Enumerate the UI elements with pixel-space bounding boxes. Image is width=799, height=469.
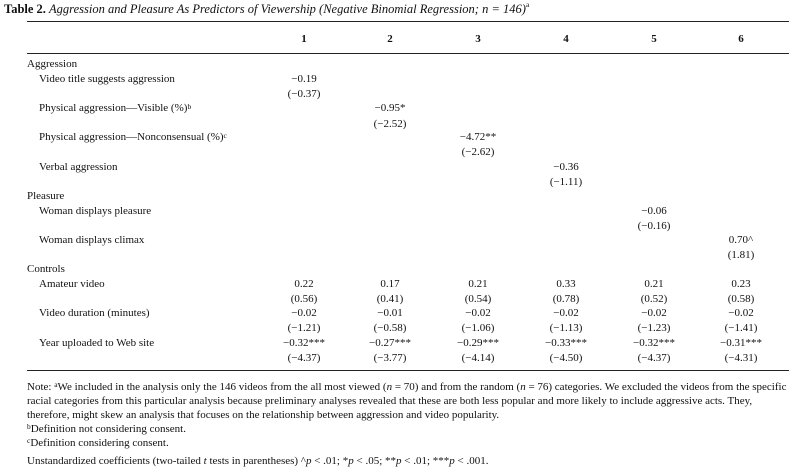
t-amateur-4: (0.78) (552, 293, 580, 305)
col-header-4: 4 (563, 33, 569, 45)
t-year-1: (−4.37) (287, 352, 321, 364)
t-year-6: (−4.31) (724, 352, 758, 364)
row-label-duration: Video duration (minutes) (39, 307, 150, 319)
t-amateur-1: (0.56) (290, 293, 318, 305)
t-year-3: (−4.14) (461, 352, 495, 364)
coef-verbal: −0.36 (553, 161, 579, 173)
coef-amateur-6: 0.23 (731, 278, 751, 290)
coef-duration-6: −0.02 (728, 307, 754, 319)
row-label-woman-pleasure: Woman displays pleasure (39, 205, 152, 217)
t-verbal: (−1.11) (549, 176, 583, 188)
t-year-4: (−4.50) (549, 352, 583, 364)
coef-amateur-3: 0.21 (468, 278, 488, 290)
coef-year-4: −0.33*** (545, 337, 587, 349)
t-duration-1: (−1.21) (287, 322, 321, 334)
t-title-aggression: (−0.37) (287, 88, 321, 100)
table-caption: Aggression and Pleasure As Predictors of Viewership (Negative Binomial Regression; (49, 2, 483, 16)
coef-duration-5: −0.02 (641, 307, 667, 319)
table-bottom-rule (27, 370, 789, 371)
coef-amateur-4: 0.33 (556, 278, 576, 290)
table-top-rule (27, 21, 789, 22)
table-notes (27, 380, 787, 468)
coef-year-3: −0.29*** (457, 337, 499, 349)
row-label-woman-climax: Woman displays climax (39, 234, 145, 246)
coef-phys-visible: −0.95* (374, 102, 406, 114)
t-woman-pleasure: (−0.16) (637, 220, 671, 232)
coef-year-2: −0.27*** (369, 337, 411, 349)
t-duration-2: (−0.58) (373, 322, 407, 334)
coef-amateur-5: 0.21 (644, 278, 664, 290)
note-a: Note: $^a$We included in the analysis only the 146 videos from the all most viewed (n = 70) and from the random (n = 76) categories. We excluded the videos from the specific racial categories from this particular analysis because preliminary analyses revealed that these are both less popular and more likely to include aggressive acts. They, therefore, might skew an analysis that focuses on the relationship between aggression and video popularity. (27, 380, 787, 421)
col-header-5: 5 (651, 33, 657, 45)
t-duration-5: (−1.23) (637, 322, 671, 334)
t-phys-visible: (−2.52) (373, 118, 407, 130)
coef-title-aggression: −0.19 (291, 73, 317, 85)
note-b: $^b$Definition not considering consent. (27, 422, 186, 435)
t-year-5: (−4.37) (637, 352, 671, 364)
note-c: $^c$Definition considering consent. (27, 436, 169, 449)
coef-duration-4: −0.02 (553, 307, 579, 319)
t-amateur-6: (0.58) (727, 293, 755, 305)
coef-year-6: −0.31*** (720, 337, 762, 349)
t-amateur-2: (0.41) (376, 293, 404, 305)
t-year-2: (−3.77) (373, 352, 407, 364)
table-label: Table 2. (4, 2, 46, 16)
col-header-2: 2 (387, 33, 393, 45)
row-label-amateur: Amateur video (39, 278, 105, 290)
col-header-6: 6 (738, 33, 744, 45)
section-aggression: Aggression (27, 58, 78, 70)
t-amateur-5: (0.52) (640, 293, 668, 305)
coef-amateur-2: 0.17 (380, 278, 400, 290)
t-duration-3: (−1.06) (461, 322, 495, 334)
table-title: Table 2. Aggression and Pleasure As Predictors of Viewership (Negative Binomial Regression; n = 146)$^a$ (4, 0, 530, 16)
row-label-title-aggression: Video title suggests aggression (39, 73, 175, 85)
t-duration-6: (−1.41) (724, 322, 758, 334)
coef-year-1: −0.32*** (283, 337, 325, 349)
section-pleasure: Pleasure (27, 190, 65, 202)
coef-duration-3: −0.02 (465, 307, 491, 319)
coef-duration-1: −0.02 (291, 307, 317, 319)
t-woman-climax: (1.81) (727, 249, 755, 261)
t-amateur-3: (0.54) (464, 293, 492, 305)
coef-woman-climax: 0.70^ (728, 234, 754, 246)
row-label-verbal: Verbal aggression (39, 161, 118, 173)
row-label-phys-nonconsensual: Physical aggression—Nonconsensual (%)$^c$ (39, 131, 227, 143)
coef-year-5: −0.32*** (633, 337, 675, 349)
row-label-phys-visible: Physical aggression—Visible (%)$^b$ (39, 102, 192, 114)
coef-amateur-1: 0.22 (294, 278, 314, 290)
coef-duration-2: −0.01 (377, 307, 403, 319)
note-significance: Unstandardized coefficients (two-tailed t tests in parentheses) ^p < .01; *p < .05; **p < .01; ***p < .001. (27, 455, 489, 467)
t-duration-4: (−1.13) (549, 322, 583, 334)
t-phys-nonconsensual: (−2.62) (461, 146, 495, 158)
coef-phys-nonconsensual: −4.72** (459, 131, 497, 143)
row-label-year: Year uploaded to Web site (39, 337, 155, 349)
col-header-3: 3 (475, 33, 481, 45)
section-controls: Controls (27, 263, 65, 275)
header-rule (27, 53, 789, 54)
coef-woman-pleasure: −0.06 (641, 205, 667, 217)
col-header-1: 1 (301, 33, 307, 45)
